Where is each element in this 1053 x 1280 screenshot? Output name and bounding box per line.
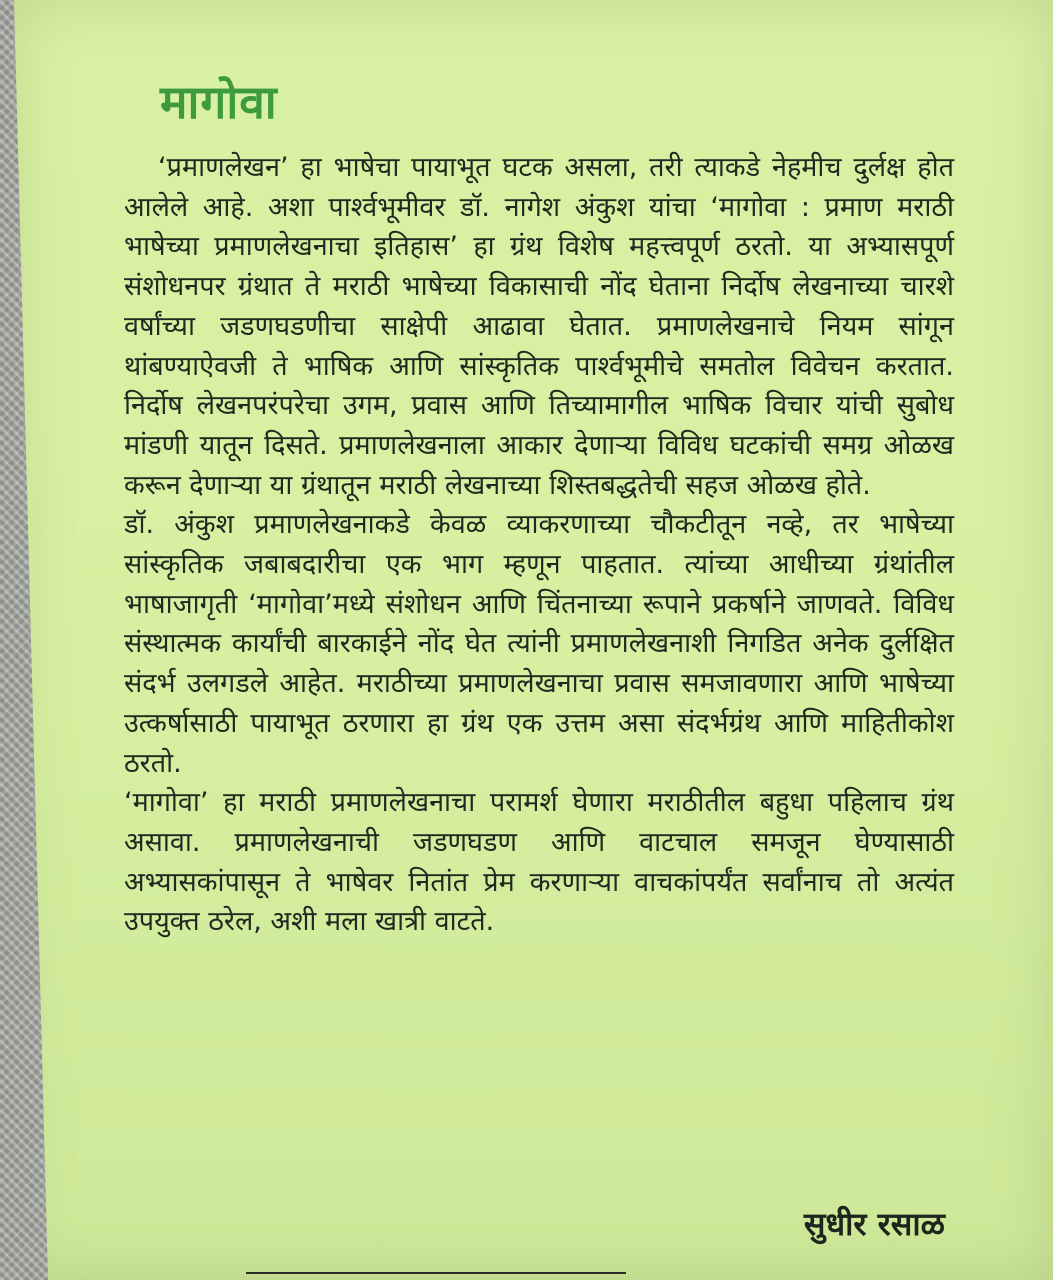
blurb-paragraph-1: ‘प्रमाणलेखन’ हा भाषेचा पायाभूत घटक असला, तरी त्याकडे नेहमीच दुर्लक्ष होत आलेले आहे. अशा पार्श्वभूमीवर डॉ. नागेश अंकुश यांचा ‘मागोवा : प्रमाण मराठी भाषेच्या प्रमाणलेखनाचा इतिहास’ हा ग्रंथ विशेष महत्त्वपूर्ण ठरतो. या अभ्यासपूर्ण संशोधनपर ग्रंथात ते मराठी भाषेच्या विकासाची नोंद घेताना निर्दोष लेखनाच्या चारशे वर्षांच्या जडणघडणीचा साक्षेपी आढावा घेतात. प्रमाणलेखनाचे नियम सांगून थांबण्याऐवजी ते भाषिक आणि सांस्कृतिक पार्श्वभूमीचे समतोल विवेचन करतात. निर्दोष लेखनपरंपरेचा उगम, प्रवास आणि तिच्यामागील भाषिक विचार यांची सुबोध मांडणी यातून दिसते. प्रमाणलेखनाला आकार देणाऱ्या विविध घटकांची समग्र ओळख करून देणाऱ्या या ग्रंथातून मराठी लेखनाच्या शिस्तबद्धतेची सहज ओळख होते. bbox=[124, 152, 954, 501]
blurb-paragraph-2: डॉ. अंकुश प्रमाणलेखनाकडे केवळ व्याकरणाच्या चौकटीतून नव्हे, तर भाषेच्या सांस्कृतिक जबाबदारीचा एक भाग म्हणून पाहतात. त्यांच्या आधीच्या ग्रंथांतील भाषाजागृती ‘मागोवा’मध्ये संशोधन आणि चिंतनाच्या रूपाने प्रकर्षाने जाणवते. विविध संस्थात्मक कार्यांची बारकाईने नोंद घेत त्यांनी प्रमाणलेखनाशी निगडित अनेक दुर्लक्षित संदर्भ उलगडले आहेत. मराठीच्या प्रमाणलेखनाचा प्रवास समजावणारा आणि भाषेच्या उत्कर्षासाठी पायाभूत ठरणारा हा ग्रंथ एक उत्तम असा संदर्भग्रंथ आणि माहितीकोश ठरतो. bbox=[124, 509, 954, 779]
blurb-paragraph-3: ‘मागोवा’ हा मराठी प्रमाणलेखनाचा परामर्श घेणारा मराठीतील बहुधा पहिलाच ग्रंथ असावा. प्रमाणलेखनाची जडणघडण आणि वाटचाल समजून घेण्यासाठी अभ्यासकांपासून ते भाषेवर नितांत प्रेम करणाऱ्या वाचकांपर्यंत सर्वांनाच तो अत्यंत उपयुक्त ठरेल, अशी मला खात्री वाटते. bbox=[124, 787, 954, 938]
book-title: मागोवा bbox=[160, 75, 278, 129]
author-signature: सुधीर रसाळ bbox=[803, 1205, 945, 1243]
blurb-text bbox=[124, 148, 954, 942]
bottom-divider bbox=[246, 1272, 626, 1274]
